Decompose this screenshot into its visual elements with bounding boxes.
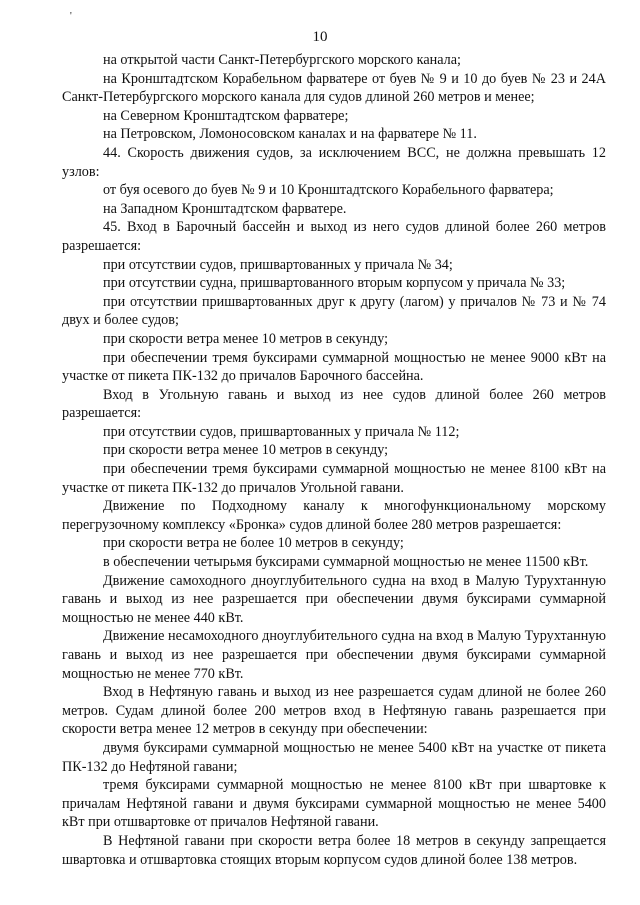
paragraph: при обеспечении тремя буксирами суммарной мощностью не менее 8100 кВт на участке от пикета ПК-132 до причалов Угольной гавани. <box>62 461 606 496</box>
paragraph: при отсутствии судна, пришвартованного вторым корпусом у причала № 33; <box>103 275 566 292</box>
paragraph: В Нефтяной гавани при скорости ветра более 18 метров в секунду запрещается швартовка и отшвартовка стоящих вторым корпусом судов длиной более 138 метров. <box>62 832 606 868</box>
paragraph: от буя осевого до буев № 9 и 10 Кронштадтского Корабельного фарватера; <box>103 182 554 199</box>
page-number: 10 <box>312 29 328 45</box>
paragraph: на открытой части Санкт-Петербургского морского канала; <box>103 52 461 68</box>
paragraph: на Кронштадтском Корабельном фарватере от буев № 9 и 10 до буев № 23 и 24А Санкт-Петербургского морского канала для судов длиной 260 метров и менее; <box>62 70 606 106</box>
paragraph: при скорости ветра менее 10 метров в секунду; <box>103 442 389 459</box>
paragraph: на Петровском, Ломоносовском каналах и на фарватере № 11. <box>103 126 477 143</box>
paragraph: двумя буксирами суммарной мощностью не менее 5400 кВт на участке от пикета ПК-132 до Нефтяной гавани; <box>62 739 606 775</box>
paragraph: Движение по Подходному каналу к многофункциональному морскому перегрузочному комплексу «Бронка» судов длиной более 280 метров разрешается: <box>62 498 606 533</box>
paragraph: при отсутствии пришвартованных друг к другу (лагом) у причалов № 73 и № 74 двух и более судов; <box>62 293 606 329</box>
paragraph: на Северном Кронштадтском фарватере; <box>103 107 349 124</box>
paragraph: Вход в Угольную гавань и выход из нее судов длиной более 260 метров разрешается: <box>62 386 606 422</box>
paragraph: Движение самоходного дноуглубительного судна на вход в Малую Турухтанную гавань и выход из нее разрешается при обеспечении двумя буксирами суммарной мощностью не менее 440 кВт. <box>62 572 606 626</box>
paragraph: при скорости ветра не более 10 метров в секунду; <box>103 535 404 552</box>
paragraph: при обеспечении тремя буксирами суммарной мощностью не менее 9000 кВт на участке от пикета ПК-132 до причалов Барочного бассейна. <box>62 349 606 385</box>
paragraph: при отсутствии судов, пришвартованных у причала № 112; <box>103 423 460 440</box>
paragraph: при скорости ветра менее 10 метров в секунду; <box>103 330 389 347</box>
paragraph-item-44: 44. Скорость движения судов, за исключением ВСС, не должна превышать 12 узлов: <box>62 144 606 180</box>
paragraph: тремя буксирами суммарной мощностью не менее 8100 кВт при швартовке к причалам Нефтяной гавани и двумя буксирами суммарной мощностью не менее 5400 кВт при отшвартовке от причалов Нефтяной гавани. <box>62 777 606 831</box>
paragraph: Вход в Нефтяную гавань и выход из нее разрешается судам длиной не более 260 метров. Судам длиной более 200 метров вход в Нефтяную гавань разрешается при скорости ветра менее 12 метров в секунду при обеспечении: <box>62 684 606 738</box>
paragraph: на Западном Кронштадтском фарватере. <box>103 200 347 217</box>
margin-mark: ' <box>70 11 72 22</box>
paragraph-item-45: 45. Вход в Барочный бассейн и выход из него судов длиной более 260 метров разрешается: <box>62 219 606 254</box>
document-body <box>62 51 606 869</box>
paragraph: Движение несамоходного дноуглубительного судна на вход в Малую Турухтанную гавань и выход из нее разрешается при обеспечении двумя буксирами суммарной мощностью не менее 770 кВт. <box>62 628 606 682</box>
paragraph: при отсутствии судов, пришвартованных у причала № 34; <box>103 256 453 273</box>
paragraph: в обеспечении четырьмя буксирами суммарной мощностью не менее 11500 кВт. <box>103 554 589 571</box>
